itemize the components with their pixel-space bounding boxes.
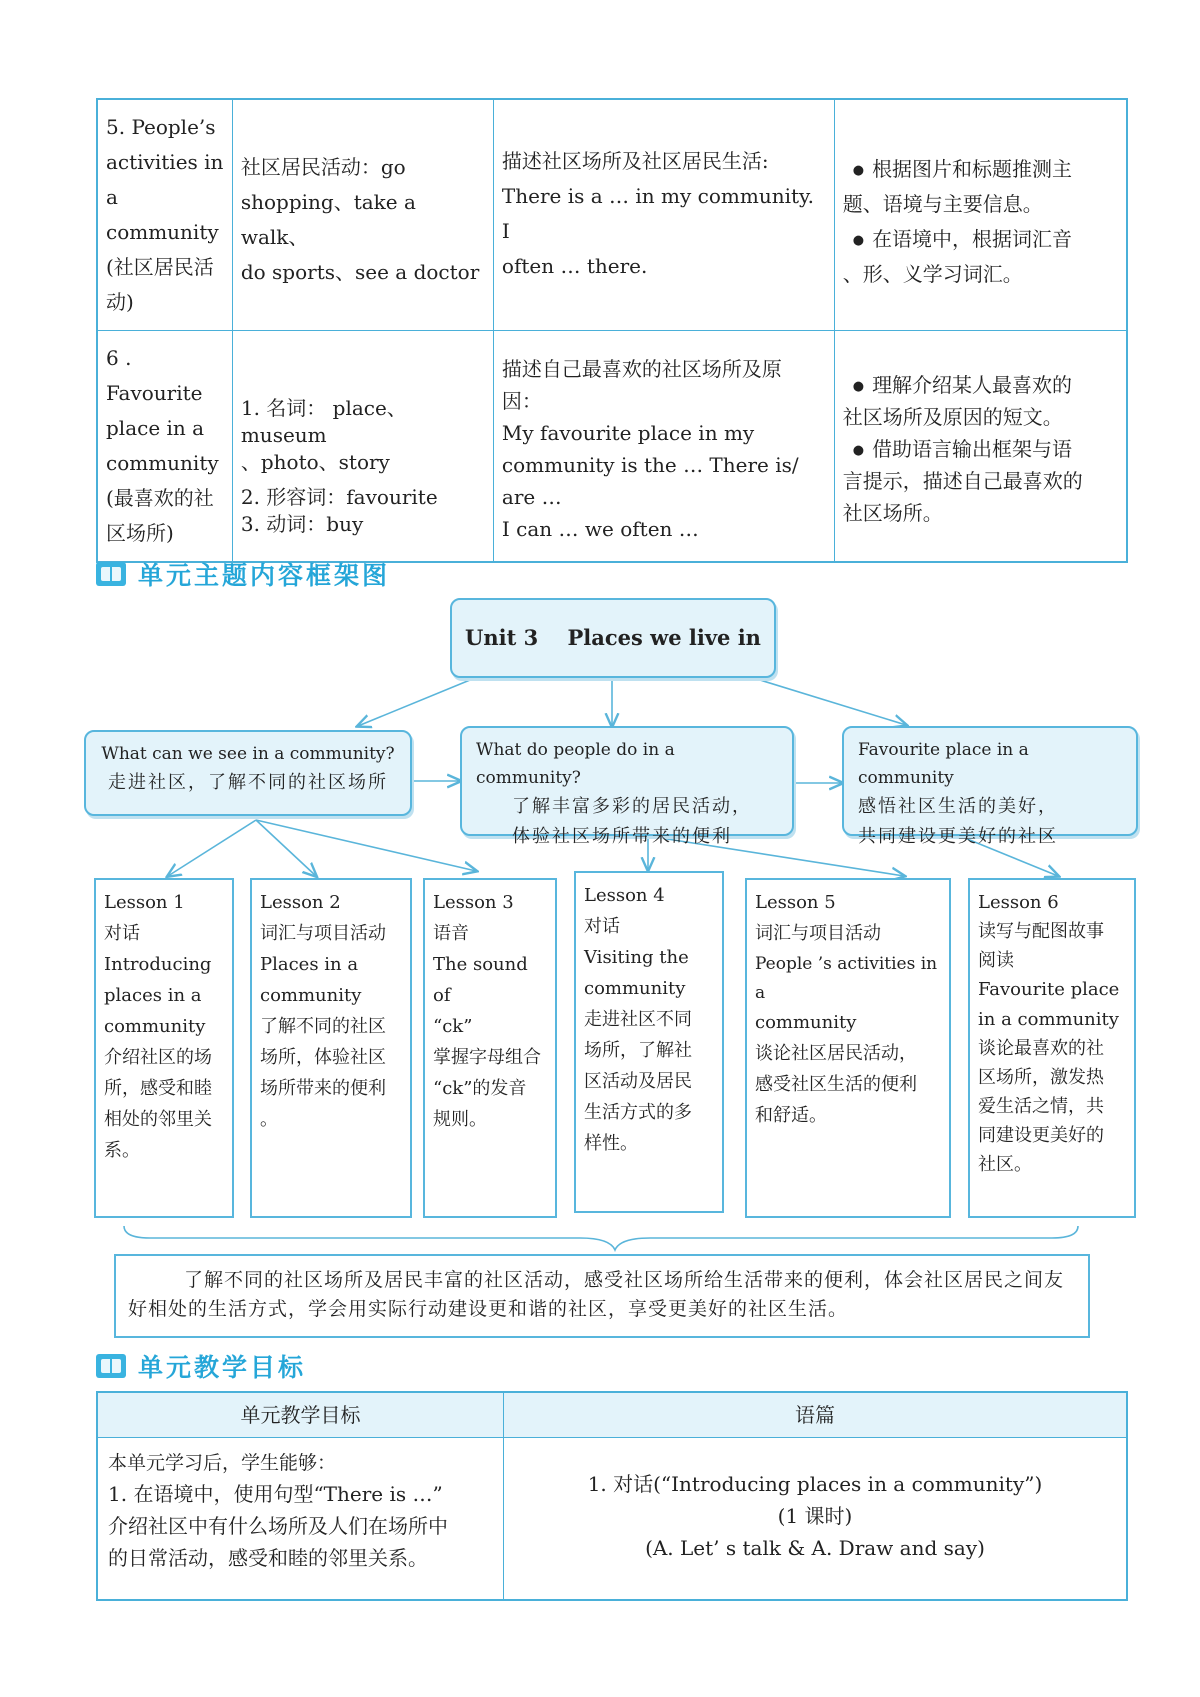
structure-line: 描述自己最喜欢的社区场所及原 — [501, 357, 782, 381]
structure-line: 描述社区场所及社区居民生活: — [501, 149, 769, 173]
lesson-line: 所，感受和睦 — [104, 1077, 212, 1099]
lesson-line: 规则。 — [433, 1108, 487, 1130]
subtheme-zh: 走进社区，了解不同的社区场所 — [108, 772, 388, 794]
lesson-line: places in a — [104, 984, 202, 1006]
topic-line: 动) — [106, 290, 134, 314]
lesson-line: Lesson 1 — [104, 892, 185, 913]
subtheme-box-2 — [460, 726, 794, 847]
lesson-line: Favourite place — [978, 979, 1120, 1001]
lesson-line: 同建设更美好的 — [978, 1125, 1104, 1147]
column-header: 单元教学目标 — [97, 1392, 504, 1438]
lesson-line: 生活方式的多 — [584, 1101, 692, 1123]
subtheme-en: Favourite place in a community — [858, 740, 1029, 789]
text-line: 1. 对话(“Introducing places in a community”) — [587, 1472, 1043, 1496]
skills-line: ● 理解介绍某人最喜欢的 — [843, 369, 1118, 401]
skills-line: 社区场所及原因的短文。 — [842, 405, 1063, 429]
connector-arrow — [760, 680, 906, 725]
book-icon — [96, 1354, 126, 1378]
lesson-line: 对话 — [584, 915, 620, 937]
structure-line: often … there. — [501, 254, 648, 278]
lesson-box-1 — [94, 878, 234, 1218]
topic-line: (社区居民活 — [106, 255, 214, 279]
section-title: 单元教学目标 — [138, 1353, 307, 1382]
topic-line: activities in — [106, 150, 224, 174]
lesson-line: 场所，体验社区 — [260, 1046, 386, 1068]
vocab-line: 2. 形容词：favourite — [240, 485, 438, 509]
subtheme-zh: 共同建设更美好的社区 — [858, 825, 1058, 847]
lesson-line: People ’s activities in a — [755, 953, 938, 1004]
vocab-line: do sports、see a doctor — [240, 260, 480, 284]
unit-title-box — [450, 598, 776, 678]
lesson-line: 走进社区不同 — [584, 1008, 692, 1030]
skills-line: 社区场所。 — [842, 501, 943, 525]
topic-line: place in a — [106, 416, 205, 440]
lesson-line: 掌握字母组合 — [433, 1046, 541, 1068]
lesson-box-4 — [574, 871, 724, 1213]
topic-line: community — [106, 451, 219, 475]
column-header: 语篇 — [504, 1392, 1128, 1438]
unit-title: Unit 3 Places we live in — [465, 624, 761, 650]
vocab-line: 3. 动词：buy — [240, 512, 364, 536]
connector-arrow — [358, 680, 470, 726]
lesson-line: Lesson 6 — [978, 892, 1059, 913]
lesson-line: “ck” — [433, 1015, 473, 1037]
vocab-line: 社区居民活动：go — [240, 155, 406, 179]
lesson-line: community — [584, 977, 686, 999]
lesson-line: 和舒适。 — [755, 1105, 827, 1127]
lesson-line: 系。 — [104, 1139, 140, 1161]
lesson-line: community — [104, 1015, 206, 1037]
topic-line: a community — [106, 185, 219, 244]
goals-table — [96, 1391, 1128, 1601]
lesson-box-2 — [250, 878, 412, 1218]
lesson-line: Visiting the — [584, 946, 689, 968]
structure-line: There is a … in my community. I — [501, 184, 815, 243]
lesson-line: 词汇与项目活动 — [755, 922, 881, 944]
subtheme-en: What can we see in a community? — [101, 744, 395, 764]
lesson-line: 语音 — [433, 922, 469, 944]
connector-arrow — [256, 820, 316, 876]
lesson-line: 词汇与项目活动 — [260, 922, 386, 944]
lesson-line: 读写与配图故事 — [978, 921, 1104, 943]
vocab-line: shopping、take a walk、 — [240, 190, 416, 249]
connector-arrow — [168, 820, 256, 876]
goal-cell — [97, 1438, 504, 1600]
connector-arrow — [256, 820, 476, 871]
summary-box — [114, 1254, 1090, 1338]
text-line: (1 课时) — [777, 1504, 853, 1528]
lesson-line: 场所带来的便利 — [260, 1077, 386, 1099]
skills-line: 、形、义学习词汇。 — [842, 262, 1023, 286]
lesson-box-5 — [745, 878, 951, 1218]
lesson-line: The sound of — [433, 953, 528, 1006]
lesson-line: 社区。 — [978, 1154, 1032, 1176]
structure-line: community is the … There is/ are … — [501, 453, 799, 509]
text-cell — [504, 1438, 1128, 1600]
lesson-box-3 — [423, 878, 557, 1218]
skills-line: 题、语境与主要信息。 — [842, 192, 1043, 216]
goal-line: 介绍社区中有什么场所及人们在场所中 — [108, 1514, 448, 1539]
lesson-line: 阅读 — [978, 950, 1014, 972]
subtheme-box-1 — [84, 730, 412, 816]
section-heading-goals — [96, 1348, 306, 1384]
skills-line: ● 借助语言输出框架与语 — [843, 433, 1118, 465]
goal-line: 1. 在语境中，使用句型“There is …” — [108, 1482, 443, 1507]
lesson-line: Introducing — [104, 953, 212, 975]
section-title: 单元主题内容框架图 — [138, 561, 391, 590]
lesson-line: Lesson 4 — [584, 885, 665, 906]
subtheme-zh: 感悟社区生活的美好， — [858, 796, 1058, 818]
subtheme-en: What do people do in a community? — [476, 740, 675, 789]
lesson-line: Lesson 3 — [433, 892, 514, 913]
table-row — [97, 1438, 1127, 1600]
lesson-line: 。 — [260, 1108, 278, 1130]
vocab-line: 、photo、story — [240, 450, 390, 474]
lesson-line: community — [755, 1012, 857, 1034]
lesson-line: 谈论最喜欢的社 — [978, 1037, 1104, 1059]
subtheme-zh: 体验社区场所带来的便利 — [512, 825, 732, 847]
lesson-line: 谈论社区居民活动， — [755, 1043, 917, 1065]
lesson-line: “ck”的发音 — [433, 1077, 527, 1099]
structure-line: 因： — [501, 389, 542, 413]
goal-line: 的日常活动，感受和睦的邻里关系。 — [108, 1546, 428, 1571]
lesson-box-6 — [968, 878, 1136, 1218]
lesson-line: 介绍社区的场 — [104, 1046, 212, 1068]
lesson-line: 相处的邻里关 — [104, 1108, 212, 1130]
lesson-line: 爱生活之情，共 — [978, 1096, 1104, 1118]
vocab-line: 1. 名词： place、museum — [240, 396, 407, 447]
skills-line: 言提示，描述自己最喜欢的 — [842, 469, 1083, 493]
lesson-line: community — [260, 984, 362, 1006]
summary-text: 了解不同的社区场所及居民丰富的社区活动，感受社区场所给生活带来的便利，体会社区居民之间友好相处的生活方式，学会用实际行动建设更和谐的社区，享受更美好的社区生活。 — [128, 1269, 1065, 1321]
summary-brace — [124, 1226, 1078, 1250]
topic-line: 6 . Favourite — [106, 346, 203, 405]
text-line: (A. Let’ s talk & A. Draw and say) — [645, 1536, 985, 1560]
subtheme-box-3 — [842, 726, 1138, 847]
topic-line: (最喜欢的社 — [106, 486, 214, 510]
table-header-row — [97, 1392, 1127, 1438]
lesson-line: 区活动及居民 — [584, 1070, 692, 1092]
topic-line: 5. People’s — [106, 115, 216, 139]
skills-line: ● 根据图片和标题推测主 — [843, 152, 1118, 187]
subtheme-zh: 了解丰富多彩的居民活动， — [512, 796, 752, 818]
lesson-line: Lesson 5 — [755, 892, 836, 913]
goal-line: 本单元学习后，学生能够： — [108, 1452, 337, 1474]
lesson-line: Lesson 2 — [260, 892, 341, 913]
lesson-line: 了解不同的社区 — [260, 1015, 386, 1037]
structure-line: My favourite place in my — [501, 421, 755, 445]
structure-line: I can … we often … — [501, 517, 699, 541]
skills-line: ● 在语境中，根据词汇音 — [843, 222, 1118, 257]
topic-line: 区场所) — [106, 521, 174, 545]
lesson-line: 区场所，激发热 — [978, 1066, 1104, 1088]
lesson-line: 感受社区生活的便利 — [755, 1074, 917, 1096]
lesson-line: 对话 — [104, 922, 140, 944]
lesson-line: in a community — [978, 1008, 1119, 1030]
lesson-line: 场所，了解社 — [584, 1039, 692, 1061]
lesson-line: Places in a — [260, 953, 359, 975]
lesson-line: 样性。 — [584, 1132, 638, 1154]
